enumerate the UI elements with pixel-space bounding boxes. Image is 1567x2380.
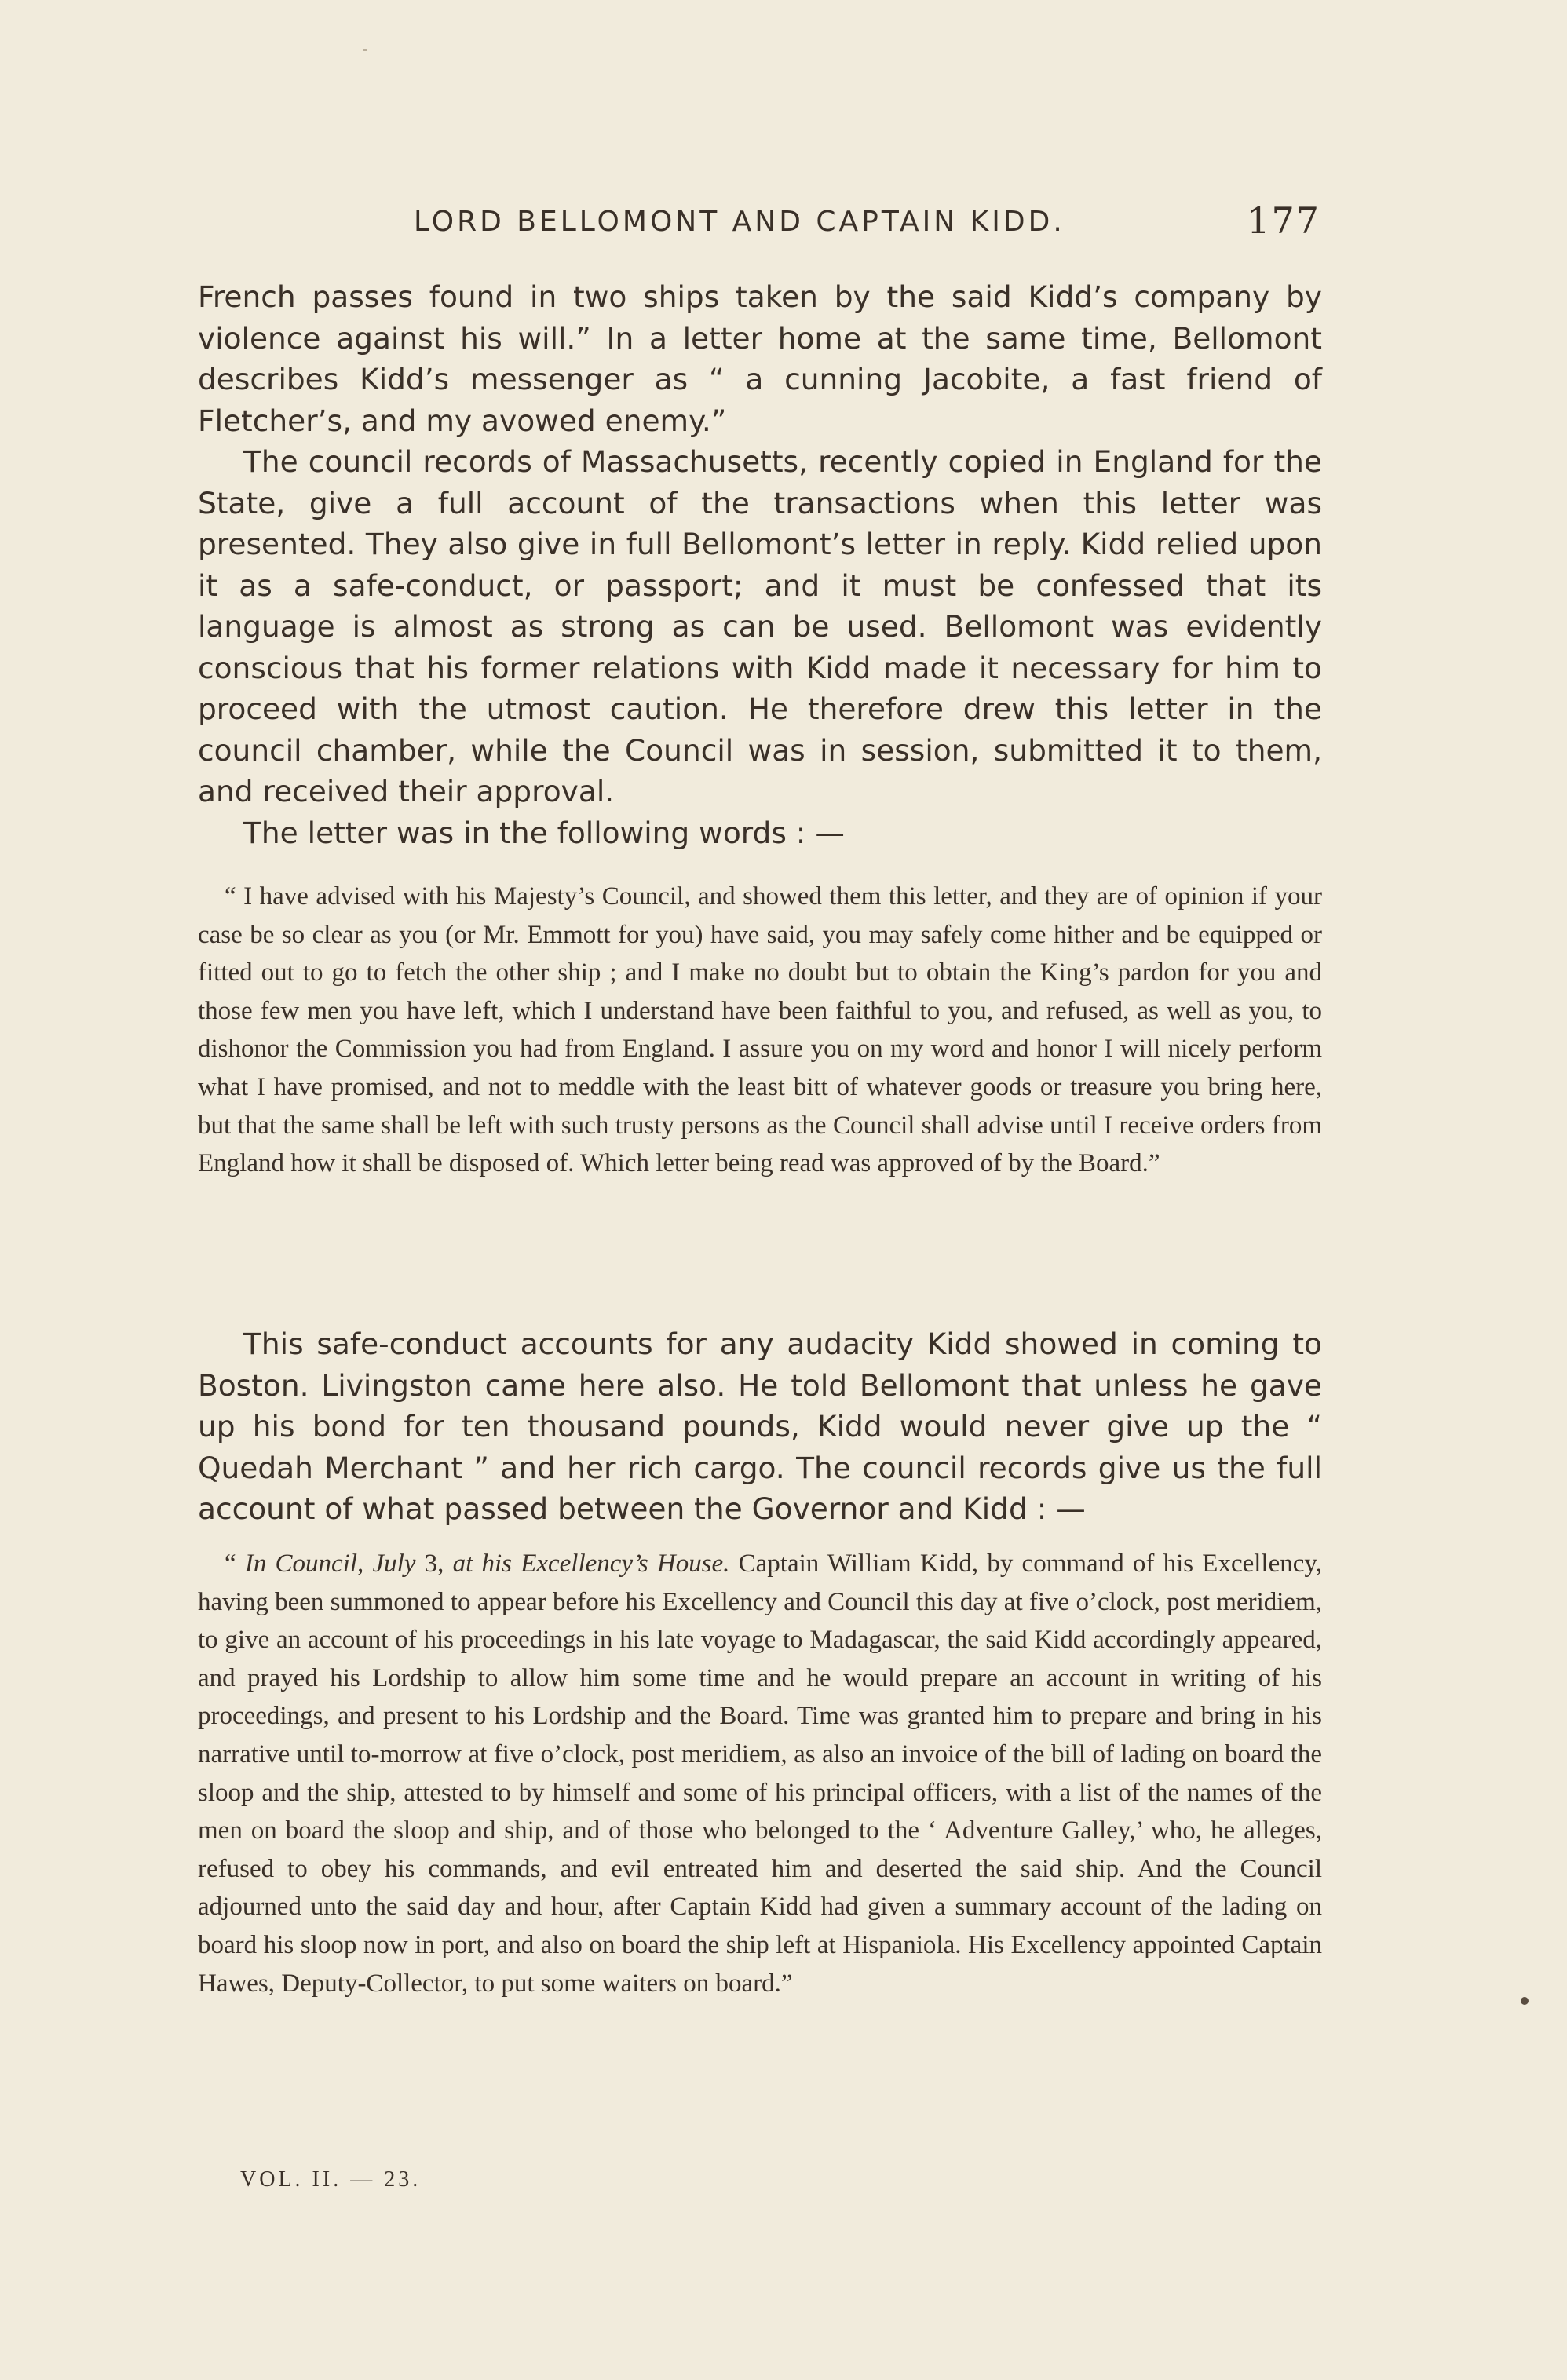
paragraph-safe-conduct-block (198, 1323, 1322, 1530)
quote-letter-text: “ I have advised with his Majesty’s Council, and showed them this letter, and they are of opinion if your case be so clear as you (or Mr. Emmott for you) have said, you may safely come hither and be equipped or fitted out to go to fetch the other ship ; and I make no doubt but to obtain the King’s pardon for you and those few men you have left, which I understand have been faithful to you, and refused, as well as you, to dishonor the Commission you had from England. I assure you on my word and honor I will nicely perform what I have promised, and not to meddle with the least bitt of whatever goods or treasure you bring here, but that the same shall be left with such trusty persons as the Council shall advise until I receive orders from England how it shall be disposed of. Which letter being read was approved of by the Board.” (198, 882, 1322, 1178)
quote-italic-heading: In Council, July (244, 1550, 416, 1578)
signature-mark: VOL. II. — 23. (240, 2167, 422, 2192)
print-speck (363, 49, 367, 51)
paragraph-council-records: The council records of Massachusetts, recently copied in England for the State, give a full account of the transactions when this letter was presented. They also give in full Bellomont’s letter in reply. Kidd relied upon it as a safe-conduct, or passport; and it must be confessed that its language is almost as strong as can be used. Bellomont was evidently conscious that his former relations with Kidd made it necessary for him to proceed with the utmost caution. He therefore drew this letter in the council chamber, while the Council was in session, submitted it to them, and received their approval. (198, 444, 1322, 809)
running-title: LORD BELLOMONT AND CAPTAIN KIDD. (414, 206, 1065, 238)
quote-council-body: Captain William Kidd, by command of his Excellency, having been summoned to appear before his Excellency and Council this day at five o’clock, post meridiem, to give an account of his proceedings in his late voyage to Madagascar, the said Kidd accordingly appeared, and prayed his Lordship to allow him some time and he would prepare an account in writing of his proceedings, and present to his Lordship and the Board. Time was granted him to prepare and bring in his narrative until to-morrow at five o’clock, post meridiem, as also an invoice of the bill of lading on board the sloop and the ship, attested to by himself and some of his principal officers, with a list of the names of the men on board the sloop and ship, and of those who belonged to the ‘ Adventure Galley,’ who, he alleges, refused to obey his commands, and evil entreated him and deserted the said ship. And the Council adjourned unto the said day and hour, after Captain Kidd had given a summary account of the lading on board his sloop now in port, and also on board the ship left at Hispaniola. His Excellency appointed Captain Hawes, Deputy-Collector, to put some waiters on board.” (198, 1550, 1322, 1998)
opening-paragraphs (198, 276, 1322, 853)
quote-council-text (198, 1545, 1322, 2002)
page-header (198, 198, 1320, 261)
paragraph-continuation: French passes found in two ships taken by the said Kidd’s company by violence against his will.” In a letter home at the same time, Bellomont describes Kidd’s messenger as “ a cunning Jacobite, a fast friend of Fletcher’s, and my avowed enemy.” (198, 279, 1322, 438)
quote-open-mark: “ (225, 1550, 245, 1578)
page-number: 177 (1247, 199, 1320, 242)
paragraph-letter-intro: The letter was in the following words : — (243, 815, 845, 850)
quote-italic-location: at his Excellency’s House. (452, 1550, 730, 1578)
quote-date: 3, (415, 1550, 453, 1578)
print-speck (1521, 1997, 1529, 2005)
block-quote-council (198, 1545, 1322, 2002)
block-quote-letter (198, 878, 1322, 1183)
paragraph-safe-conduct: This safe-conduct accounts for any audacity Kidd showed in coming to Boston. Livingston came here also. He told Bellomont that unless he gave up his bond for ten thousand pounds, Kidd would never give up the “ Quedah Merchant ” and her rich cargo. The council records give us the full account of what passed between the Governor and Kidd : — (198, 1327, 1322, 1526)
